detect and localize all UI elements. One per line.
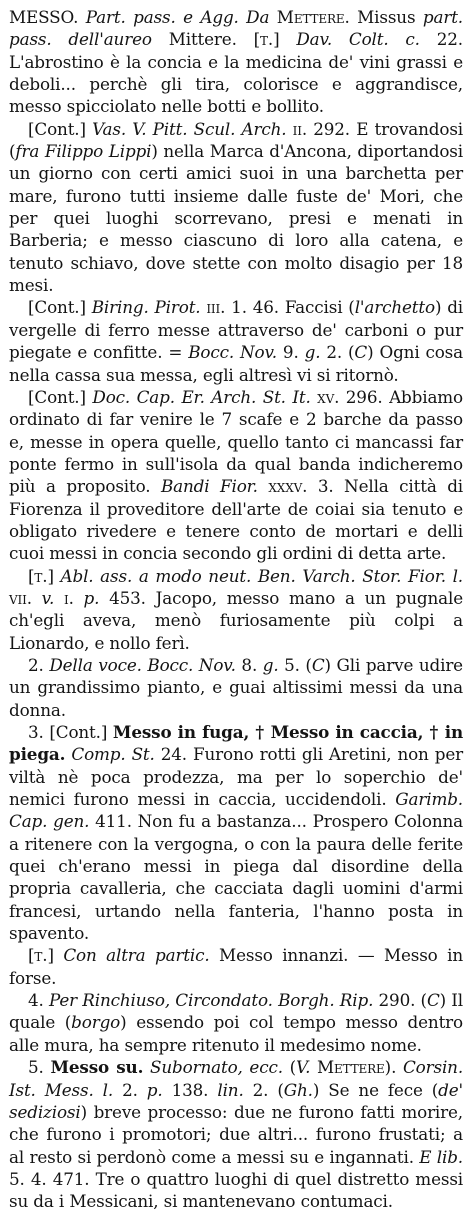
- text-run: Mettere: [316, 1057, 385, 1078]
- text-run: Mettere: [276, 7, 345, 27]
- text-run: lin.: [217, 1079, 244, 1100]
- entry-paragraph: [9, 6, 463, 118]
- entry-paragraph: [9, 721, 463, 944]
- entry-paragraph: [9, 1056, 463, 1212]
- text-run: v.: [41, 587, 55, 608]
- text-run: t.: [34, 945, 48, 966]
- entry-paragraph: [9, 296, 463, 385]
- text-run: Vas. V. Pitt. Scul. Arch.: [92, 118, 287, 139]
- text-run: 411. Non fu a bastanza... Prospero Colonna a ritenere con la vergogna, o con la paura delle ferite quei ch'erano messi in piega dal disordine della propria cavalleria, che cacciata dagli uomini d'armi francesi, urtando nella fanteria, l'hanno posta in spavento.: [9, 811, 463, 944]
- text-run: 292. E trovandosi (: [9, 118, 464, 162]
- text-run: Con altra partic.: [63, 945, 210, 966]
- text-run: C: [354, 342, 368, 363]
- text-run: p.: [146, 1079, 163, 1100]
- entry-paragraph: [9, 944, 463, 989]
- text-run: Messo in fuga, † Messo in caccia, † in piega.: [9, 722, 463, 765]
- text-run: 9.: [276, 342, 305, 363]
- text-run: 22. L'abrostino è la concia e la medicina de' vini grassi e deboli... perchè gli tira, colorisce e aggrandisce, messo spicciolato nelle botti e bollito.: [9, 29, 463, 117]
- text-run: Part. pass. e Agg. Da: [78, 7, 277, 27]
- text-run: [258, 476, 269, 496]
- text-run: ) breve processo: due ne furono fatti morire, che furono i promotori; due altri... furono frustati; a al resto si perdonò come a messi su e ingannati.: [9, 1101, 463, 1167]
- text-run: ) di vergelle di ferro messe attraverso de' carboni o pur piegate e confitte. =: [9, 297, 463, 363]
- text-run: g.: [262, 654, 279, 675]
- text-run: ).: [384, 1057, 403, 1078]
- text-run: [32, 588, 42, 608]
- text-run: C: [426, 990, 440, 1011]
- text-run: [: [28, 945, 35, 966]
- text-run: Messo su.: [50, 1057, 144, 1078]
- text-run: [Cont.]: [28, 118, 93, 139]
- text-run: Della voce. Bocc. Nov.: [49, 654, 236, 675]
- entry-paragraph: [9, 654, 463, 721]
- text-run: ) Ogni cosa nella cassa sua messa, egli altresì vi si ritornò.: [9, 342, 463, 385]
- text-run: part. pass. dell'aureo: [9, 7, 463, 50]
- text-run: . Missus: [344, 7, 423, 27]
- text-run: 5. 4. 471. Tre o quattro luoghi di quel distretto messi su da i Messicani, si mantenevano contumaci.: [9, 1168, 463, 1212]
- text-run: Abl. ass. a modo neut. Ben. Varch. Stor. Fior. l.: [60, 565, 463, 586]
- text-run: [54, 588, 64, 608]
- text-run: 8.: [235, 654, 263, 675]
- text-run: ]: [47, 945, 64, 966]
- text-run: t.: [260, 29, 274, 50]
- text-run: borgo: [71, 1012, 121, 1033]
- text-run: 296. Abbiamo ordinato di far venire le 7 scafe e 2 barche da passo e, messe in opera quelle, quello tanto ci mancassi far ponte fermo in sull'isola da qual banda indicheremo più a proposito.: [9, 386, 464, 497]
- text-run: ) Gli parve udire un grandissimo pianto, e guai altissimi messi da una donna.: [9, 654, 463, 720]
- text-run: xv.: [317, 386, 340, 407]
- text-run: ) Il quale (: [9, 990, 463, 1033]
- text-run: iii.: [206, 297, 226, 318]
- text-run: i.: [63, 587, 74, 608]
- text-run: C: [311, 654, 325, 675]
- text-run: Biring. Pirot.: [91, 297, 201, 318]
- text-run: vii.: [9, 587, 32, 608]
- text-run: E lib.: [419, 1146, 463, 1167]
- text-run: Garimb. Cap. gen.: [9, 789, 463, 832]
- text-run: 24. Furono rotti gli Aretini, non per viltà nè poca prodezza, ma per lo soperchio de' nemici furono messi in caccia, uccidendoli.: [9, 744, 463, 810]
- entry-paragraph: [9, 565, 463, 654]
- text-run: g.: [304, 342, 321, 363]
- text-run: [74, 588, 84, 608]
- text-run: Doc. Cap. Er. Arch. St. It.: [92, 386, 311, 407]
- text-run: V.: [296, 1057, 311, 1078]
- text-run: ii.: [292, 118, 308, 139]
- text-run: Subornato, ecc.: [150, 1057, 283, 1078]
- text-run: 290. (: [373, 990, 427, 1011]
- text-run: Dav. Colt. c.: [296, 29, 420, 50]
- text-run: 2. (: [243, 1079, 284, 1100]
- entry-messo: [9, 6, 463, 1213]
- text-run: 453. Jacopo, messo mano a un pugnale ch'egli aveva, menò furiosamente più colpi a Lionardo, e nollo ferì.: [9, 587, 464, 653]
- text-run: ) essendo poi col tempo messo dentro alle mura, ha sempre ritenuto il medesimo nome.: [9, 1012, 463, 1055]
- text-run: 2.: [28, 654, 50, 675]
- text-run: 3. Nella città di Fiorenza il proveditore dell'arte de coiai sia tenuto e obligato rivedere e tenere conto de mortari e delli cuoi messi in concia secondo gli ordini di detta arte.: [9, 476, 464, 564]
- text-run: [Cont.]: [28, 386, 93, 407]
- entry-paragraph: [9, 118, 463, 297]
- entry-paragraph: [9, 386, 463, 565]
- text-run: Bandi Fior.: [160, 476, 258, 497]
- text-run: Messo innanzi. — Messo in forse.: [9, 945, 463, 988]
- text-run: (: [282, 1057, 297, 1078]
- text-run: ) Se ne fece (: [312, 1079, 439, 1100]
- text-run: 1. 46. Faccisi (: [225, 297, 355, 318]
- text-run: 2.: [113, 1079, 147, 1100]
- text-run: 5.: [28, 1057, 51, 1078]
- text-run: l'archetto: [354, 297, 435, 318]
- text-run: ) nella Marca d'Ancona, diportandosi un giorno con certi amici suoi in una barchetta per mare, furono tutti insieme dalle fuste de' Mori, che per quei luoghi scorrevano, presi e menati in Barberia; e messo ciascuno di loro alla catena, e tenuto schiavo, dove stette con molto disagio per 18 mesi.: [9, 141, 463, 296]
- text-run: ]: [47, 565, 61, 586]
- text-run: 3. [Cont.]: [28, 722, 113, 742]
- text-run: Per Rinchiuso, Circondato. Borgh. Rip.: [48, 990, 374, 1011]
- text-run: 2. (: [320, 342, 355, 363]
- text-run: 4.: [28, 990, 49, 1011]
- text-run: Gh.: [283, 1079, 313, 1100]
- text-run: [: [28, 565, 35, 586]
- text-run: p.: [83, 587, 100, 608]
- text-run: Bocc. Nov.: [188, 342, 277, 363]
- text-run: [Cont.]: [28, 297, 92, 318]
- text-run: fra Filippo Lippi: [15, 141, 152, 162]
- text-run: de' sediziosi: [9, 1079, 463, 1122]
- text-run: t.: [34, 565, 48, 586]
- text-run: Corsin. Ist. Mess. l.: [9, 1057, 464, 1100]
- text-run: MESSO.: [9, 7, 79, 27]
- text-run: 138.: [162, 1079, 218, 1100]
- text-run: Comp. St.: [71, 744, 155, 765]
- text-run: ]: [273, 29, 297, 50]
- text-run: xxxv.: [268, 476, 308, 497]
- entry-paragraph: [9, 989, 463, 1056]
- text-run: [310, 1057, 317, 1077]
- text-run: 5. (: [278, 654, 312, 675]
- text-run: Mittere. [: [151, 29, 261, 50]
